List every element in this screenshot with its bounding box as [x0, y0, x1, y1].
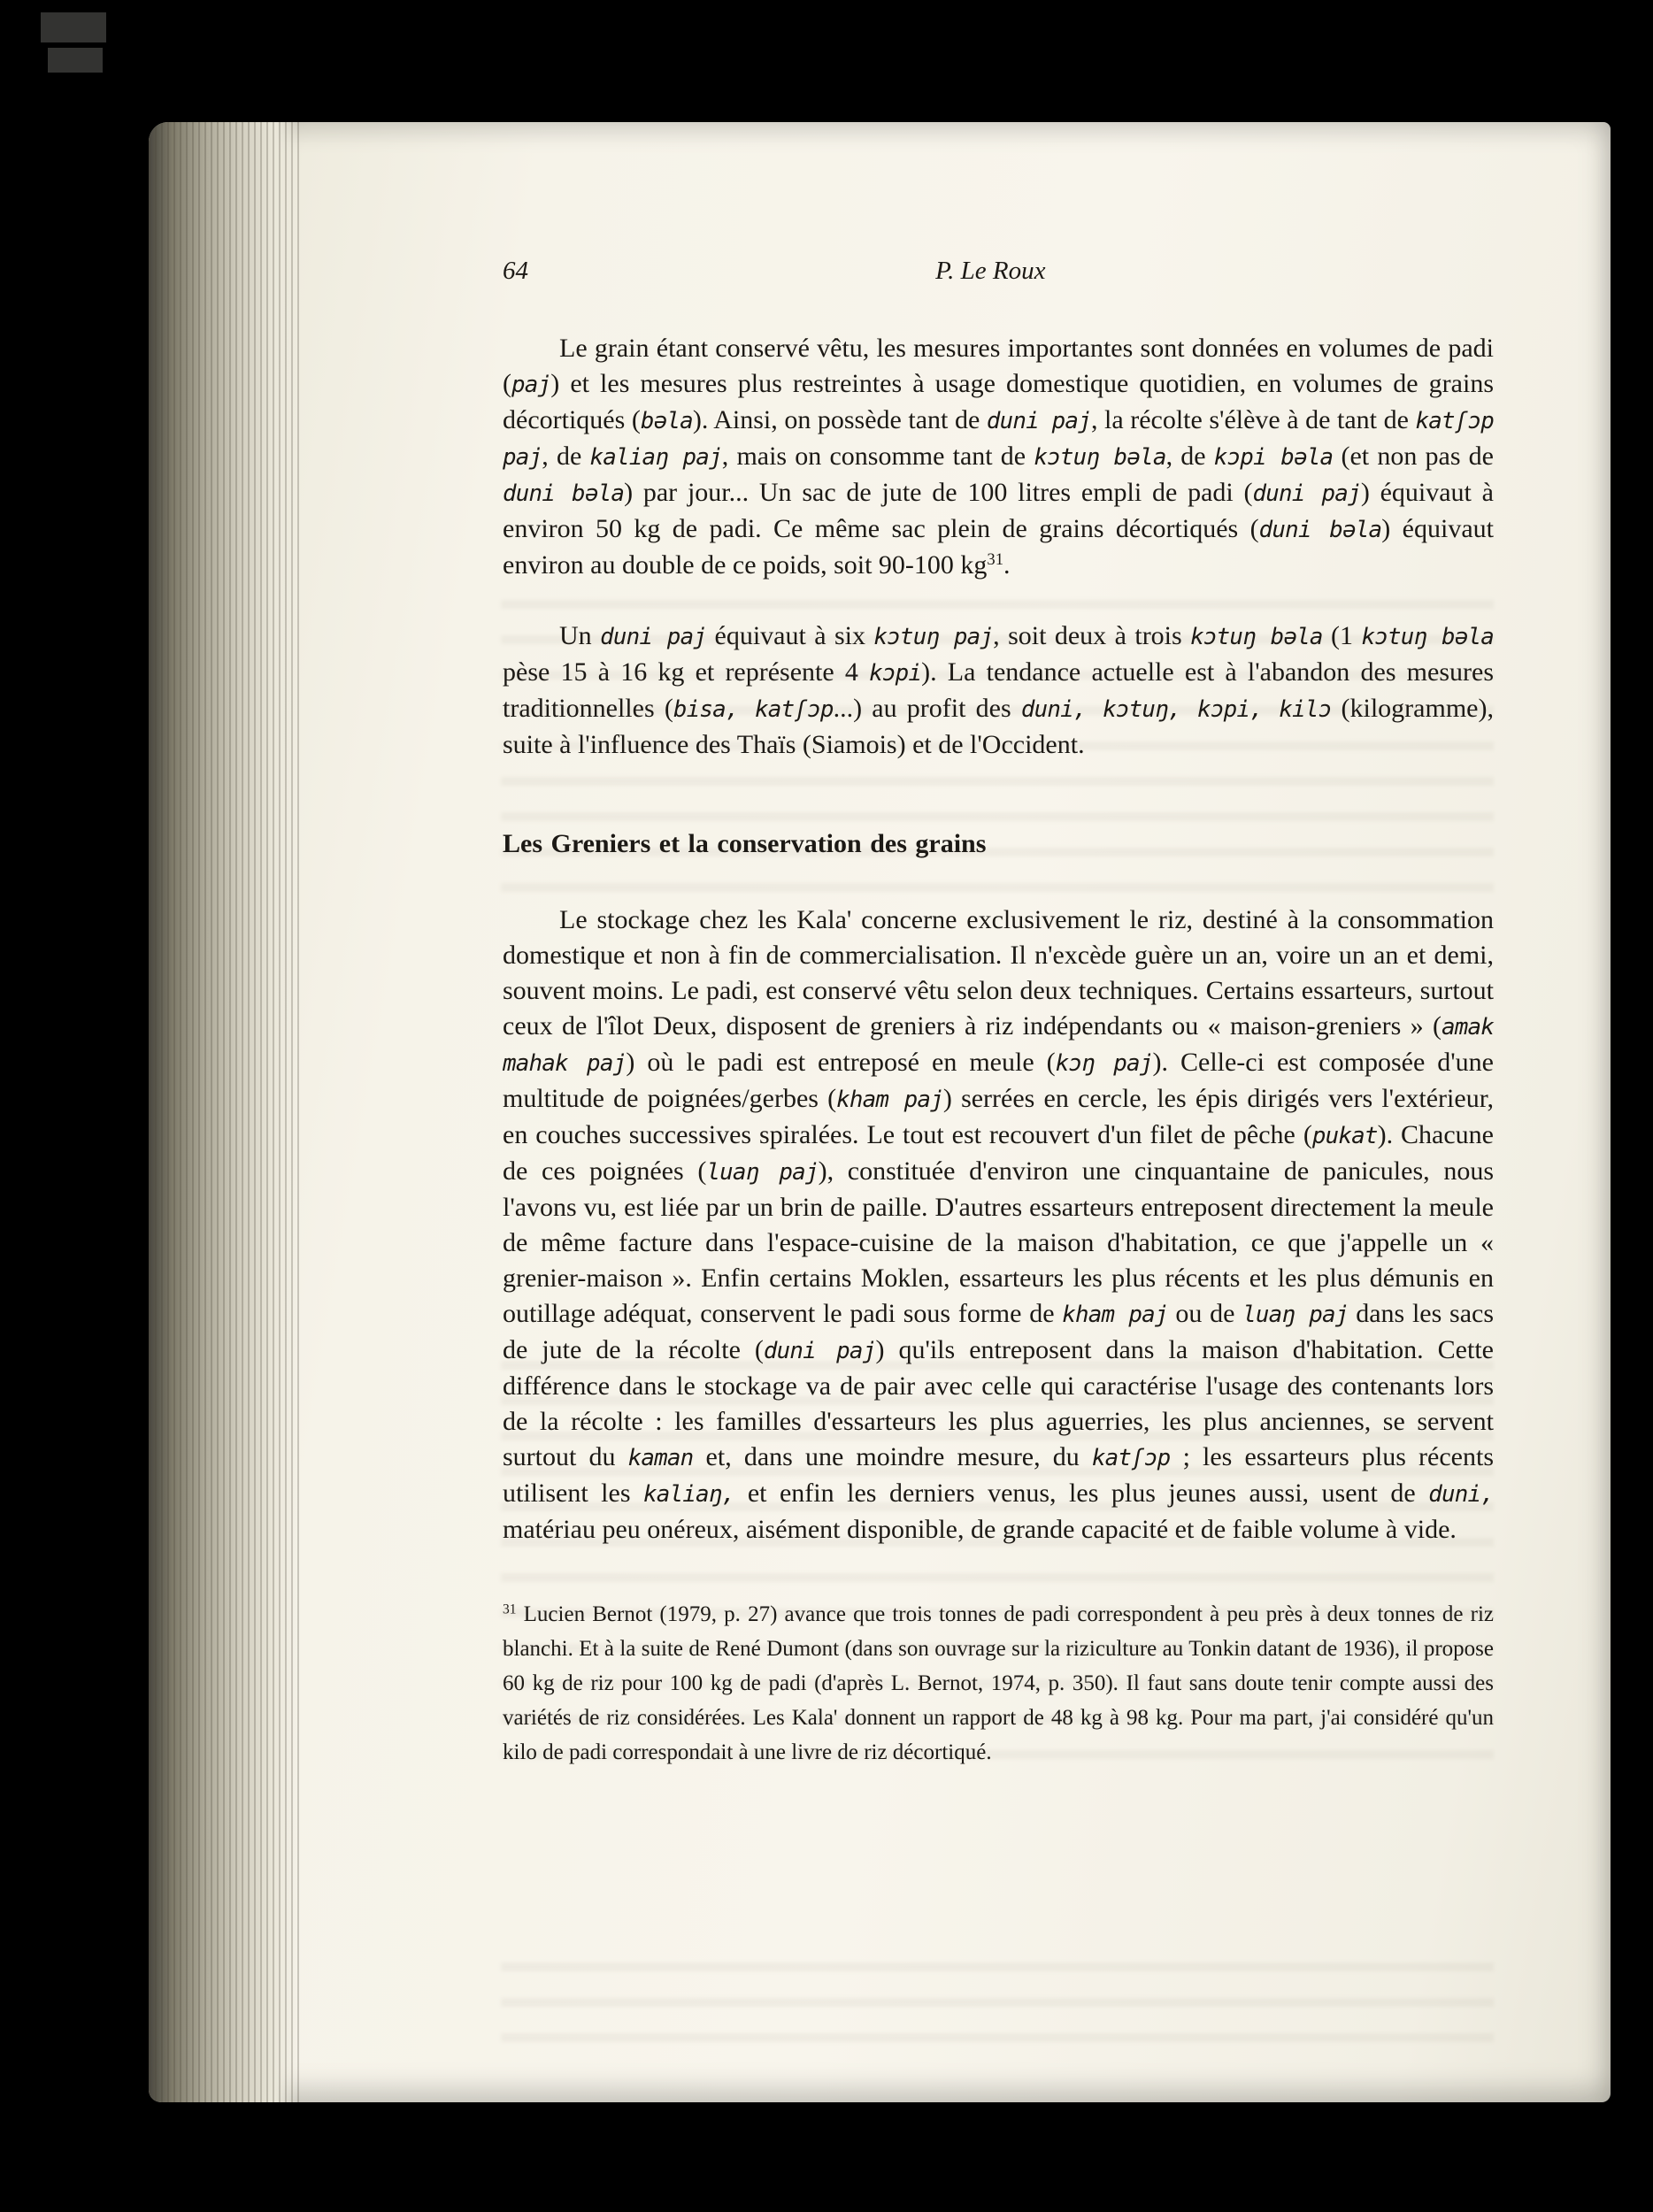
phonetic-term: kɔpi bəla: [1213, 444, 1334, 471]
phonetic-term: kaliaŋ paj: [589, 444, 722, 471]
phonetic-term: duni,: [1428, 1481, 1494, 1508]
paragraph-measures: [503, 331, 1494, 583]
phonetic-term: duni paj: [1252, 480, 1361, 507]
phonetic-term: bisa, katʃɔp: [673, 696, 834, 723]
text-run: (1: [1322, 621, 1362, 650]
footnote: [503, 1597, 1494, 1770]
running-head-author: P. Le Roux: [935, 257, 1046, 285]
text-run: ou de: [1167, 1299, 1243, 1328]
text-run: Le grain étant conservé vêtu, les mesures importantes sont données en volumes de padi (: [503, 334, 1494, 398]
phonetic-term: katʃɔp paj: [503, 408, 1494, 471]
text-run: ) par jour... Un sac de jute de 100 litres empli de padi (: [624, 478, 1253, 507]
phonetic-term: duni paj: [763, 1338, 876, 1364]
superscript-ref: 31: [503, 1601, 517, 1617]
text-run: Le stockage chez les Kala' concerne exclusivement le riz, destiné à la consommation domestique et non à fin de commercialisation. Il n'excède guère un an, voire un an et demi, souvent moins. Le padi, est conservé vêtu selon deux techniques. Certains essarteurs, surtout ceux de l'îlot Deux, disposent de greniers à riz indépendants ou « maison-greniers » (: [503, 905, 1494, 1041]
text-run: équivaut à six: [706, 621, 874, 650]
text-run: , de: [542, 442, 590, 471]
text-run: ) où le padi est entreposé en meule (: [626, 1048, 1056, 1077]
text-run: ). Ainsi, on possède tant de: [692, 405, 987, 434]
text-run: , de: [1165, 442, 1214, 471]
text-run: ; les essarteurs plus récents utilisent les: [503, 1442, 1494, 1508]
phonetic-term: duni paj: [600, 624, 707, 650]
running-header: [503, 253, 1494, 288]
phonetic-term: kɔŋ paj: [1055, 1050, 1153, 1077]
phonetic-term: amak mahak paj: [503, 1014, 1494, 1077]
phonetic-term: duni bəla: [503, 480, 625, 507]
text-run: ) serrées en cercle, les épis dirigés vers l'extérieur, en couches successives spiralées. Le tout est recouvert d'un filet de pêche (: [503, 1084, 1494, 1149]
text-run: pèse 15 à 16 kg et représente 4: [503, 657, 870, 687]
text-run: et enfin les derniers venus, les plus jeunes aussi, usent de: [734, 1479, 1429, 1508]
text-run: matériau peu onéreux, aisément disponible, de grande capacité et de faible volume à vide.: [503, 1515, 1457, 1544]
text-run: et, dans une moindre mesure, du: [693, 1442, 1092, 1471]
phonetic-term: kɔtuŋ bəla: [1361, 624, 1494, 650]
phonetic-term: kham paj: [836, 1087, 943, 1113]
text-run: dans les sacs de jute de la récolte (: [503, 1299, 1495, 1364]
phonetic-term: kɔtuŋ paj: [873, 624, 994, 650]
text-run: ) équivaut à environ 50 kg de padi. Ce même sac plein de grains décortiqués (: [503, 478, 1494, 543]
paragraph-storage: [503, 902, 1494, 1548]
text-run: ), constituée d'environ une cinquantaine de panicules, nous l'avons vu, est liée par un brin de paille. D'autres essarteurs entreposent directement la meule de même facture dans l'espace-cuisine de la maison d'habitation, ce que j'appelle un « grenier-maison ». Enfin certains Moklen, essarteurs les plus récents et les plus démunis en outillage adéquat, conservent le padi sous forme de: [503, 1156, 1494, 1328]
phonetic-term: bəla: [640, 408, 693, 434]
text-run: ) et les mesures plus restreintes à usage domestique quotidien, en volumes de grains décortiqués (: [503, 369, 1494, 434]
phonetic-term: kaman: [627, 1445, 694, 1471]
text-run: ). La tendance actuelle est à l'abandon des mesures traditionnelles (: [503, 657, 1494, 723]
text-run: (et non pas de: [1333, 442, 1494, 471]
superscript-ref: 31: [987, 549, 1003, 569]
scan-artifact: [41, 12, 106, 42]
scan-artifact: [48, 48, 103, 73]
text-run: ) équivaut environ au double de ce poids, soit 90-100 kg: [503, 514, 1494, 580]
text-run: .: [1003, 550, 1011, 580]
text-run: (kilogramme), suite à l'influence des Thaïs (Siamois) et de l'Occident.: [503, 694, 1494, 759]
page-edge-stack: [149, 122, 299, 2102]
text-run: Un: [559, 621, 601, 650]
page-number: 64: [503, 257, 528, 285]
text-run: , soit deux à trois: [993, 621, 1191, 650]
text-run: ). Chacune de ces poignées (: [503, 1120, 1494, 1186]
book-page: [149, 122, 1611, 2102]
paragraph-equivalences: [503, 618, 1494, 763]
phonetic-term: kɔtuŋ bəla: [1190, 624, 1323, 650]
text-run: ). Celle-ci est composée d'une multitude de poignées/gerbes (: [503, 1048, 1494, 1113]
phonetic-term: kaliaŋ,: [643, 1481, 735, 1508]
phonetic-term: luaŋ paj: [1242, 1302, 1349, 1328]
text-run: ) qu'ils entreposent dans la maison d'habitation. Cette différence dans le stockage va de pair avec celle qui caractérise l'usage des contenants lors de la récolte : les familles d'essarteurs les plus aguerries, les plus anciennes, se servent surtout du: [503, 1335, 1494, 1471]
text-run: Lucien Bernot (1979, p. 27) avance que trois tonnes de padi correspondent à peu près à deux tonnes de riz blanchi. Et à la suite de René Dumont (dans son ouvrage sur la riziculture au Tonkin datant de 1936), il propose 60 kg de riz pour 100 kg de padi (d'après L. Bernot, 1974, p. 350). Il faut sans doute tenir compte aussi des variétés de riz considérées. Les Kala' donnent un rapport de 48 kg à 98 kg. Pour ma part, j'ai considéré qu'un kilo de padi correspondait à une livre de riz décortiqué.: [503, 1602, 1494, 1764]
page-content: [503, 253, 1494, 1770]
phonetic-term: pukat: [1311, 1123, 1378, 1149]
phonetic-term: duni, kɔtuŋ, kɔpi, kilɔ: [1020, 696, 1332, 723]
section-heading: Les Greniers et la conservation des grains: [503, 829, 987, 858]
text-run: ...) au profit des: [833, 694, 1021, 723]
phonetic-term: paj: [511, 372, 551, 398]
text-run: , la récolte s'élève à de tant de: [1090, 405, 1416, 434]
phonetic-term: katʃɔp: [1091, 1445, 1171, 1471]
text-run: , mais on consomme tant de: [721, 442, 1034, 471]
phonetic-term: kɔtuŋ bəla: [1034, 444, 1166, 471]
phonetic-term: duni paj: [986, 408, 1091, 434]
bleed-through-texture: [501, 1962, 1494, 2042]
phonetic-term: luaŋ paj: [706, 1159, 819, 1186]
phonetic-term: kɔpi: [869, 660, 922, 687]
phonetic-term: duni bəla: [1258, 517, 1382, 543]
phonetic-term: kham paj: [1062, 1302, 1168, 1328]
